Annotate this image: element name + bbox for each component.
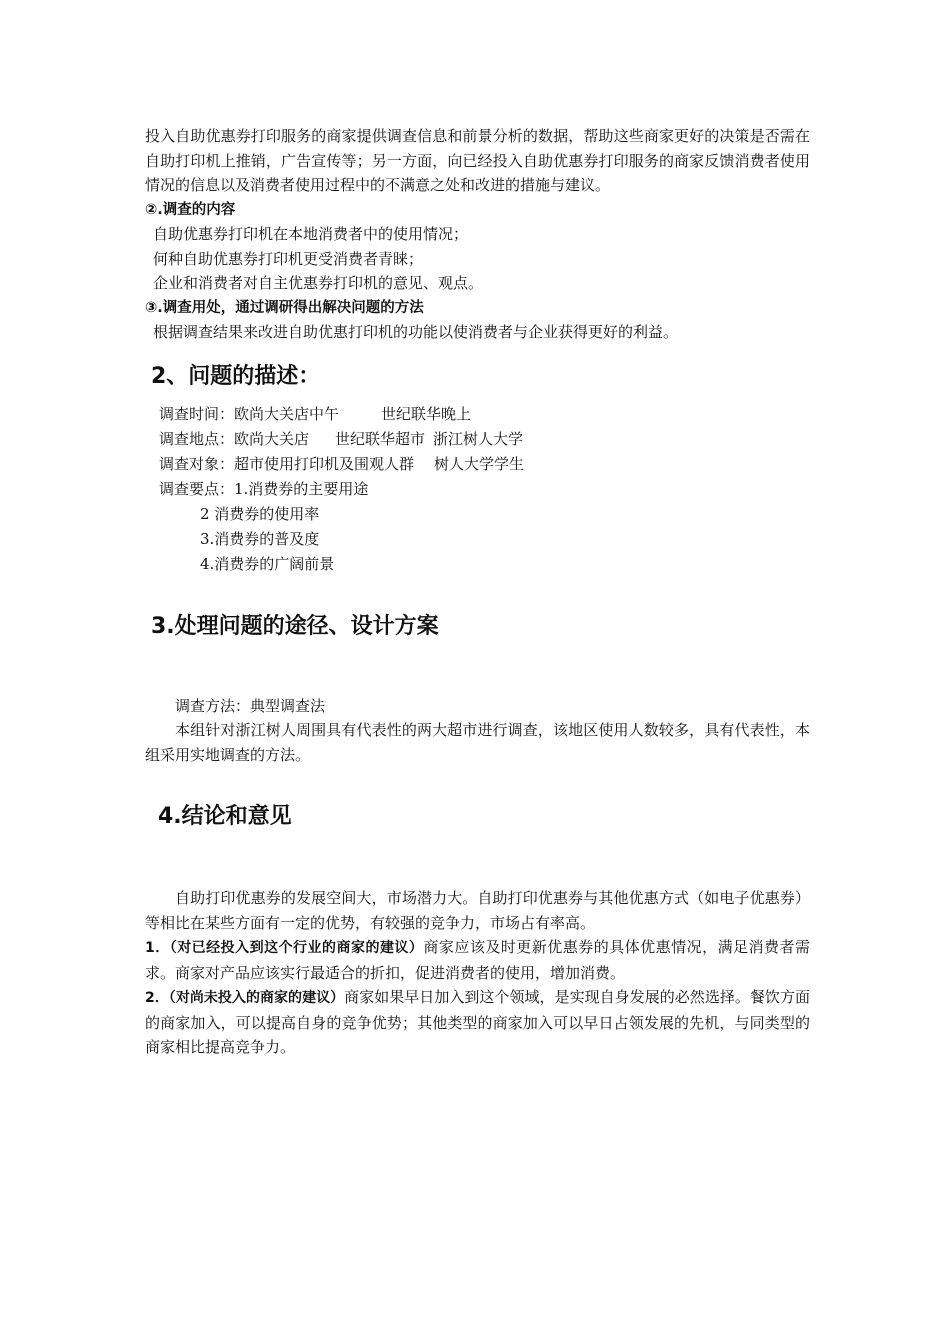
survey-place-label: 调查地点：欧尚大关店	[159, 429, 310, 448]
survey-object-label: 调查对象：超市使用打印机及围观人群	[159, 454, 415, 473]
recommendation-1-lead: 1．（对已经投入到这个行业的商家的建议）	[145, 940, 424, 956]
section2-title: 2、问题的描述：	[151, 363, 321, 389]
section3-title: 3.处理问题的途径、设计方案	[151, 613, 439, 639]
content-item-2: 何种自助优惠券打印机更受消费者青睐；	[153, 249, 424, 268]
recommendation-2-lead: 2．（对尚未投入的商家的建议）	[145, 990, 345, 1006]
survey-object	[145, 452, 810, 477]
content-heading: ②.调查的内容	[145, 201, 236, 218]
content-item-1: 自助优惠券打印机在本地消费者中的使用情况；	[153, 225, 469, 243]
survey-point-3: 3.消费券的普及度	[200, 529, 320, 548]
usage-heading: ③.调查用处，通过调研得出解决问题的方法	[145, 299, 424, 316]
recommendation-1-text: 商家应该及时更新优惠券的具体优惠情况，满足消费者需求。商家对产品应该实行最适合的折扣，促进消费者的使用，增加消费。	[145, 938, 810, 982]
recommendation-1	[145, 935, 810, 985]
usage-text: 根据调查结果来改进自助优惠打印机的功能以使消费者与企业获得更好的利益。	[153, 323, 679, 341]
survey-place-extra-2: 浙江树人大学	[433, 429, 524, 448]
survey-time-extra: 世纪联华晚上	[381, 404, 472, 423]
survey-point-4: 4.消费券的广阔前景	[200, 554, 335, 573]
survey-place	[145, 427, 810, 452]
section4-title: 4.结论和意见	[158, 804, 292, 829]
survey-place-extra-1: 世纪联华超市	[335, 429, 426, 448]
survey-time	[145, 402, 810, 427]
document-page	[145, 124, 810, 1060]
content-item-3: 企业和消费者对自主优惠券打印机的意见、观点。	[153, 274, 484, 292]
survey-point-2: 2 消费券的使用率	[200, 504, 320, 523]
survey-time-label: 调查时间：欧尚大关店中午	[159, 404, 340, 423]
survey-method: 调查方法：典型调查法	[175, 696, 326, 715]
recommendation-2	[145, 985, 810, 1060]
survey-points-label: 调查要点：1.消费券的主要用途	[159, 479, 369, 498]
survey-object-extra: 树人大学学生	[434, 454, 525, 473]
recommendation-2-text: 商家如果早日加入到这个领域，是实现自身发展的必然选择。餐饮方面的商家加入，可以提高自身的竞争优势；其他类型的商家加入可以早日占领发展的先机，与同类型的商家相比提高竞争力。	[145, 988, 810, 1056]
conclusion-paragraph: 自助打印优惠券的发展空间大，市场潜力大。自助打印优惠券与其他优惠方式（如电子优惠券）等相比在某些方面有一定的优势，有较强的竞争力，市场占有率高。	[145, 889, 810, 932]
section3-description: 本组针对浙江树人周围具有代表性的两大超市进行调查，该地区使用人数较多，具有代表性，本组采用实地调查的方法。	[145, 721, 810, 764]
intro-paragraph: 投入自助优惠券打印服务的商家提供调查信息和前景分析的数据，帮助这些商家更好的决策是否需在自助打印机上推销，广告宣传等；另一方面，向已经投入自助优惠券打印服务的商家反馈消费者使用情况的信息以及消费者使用过程中的不满意之处和改进的措施与建议。	[145, 127, 810, 194]
